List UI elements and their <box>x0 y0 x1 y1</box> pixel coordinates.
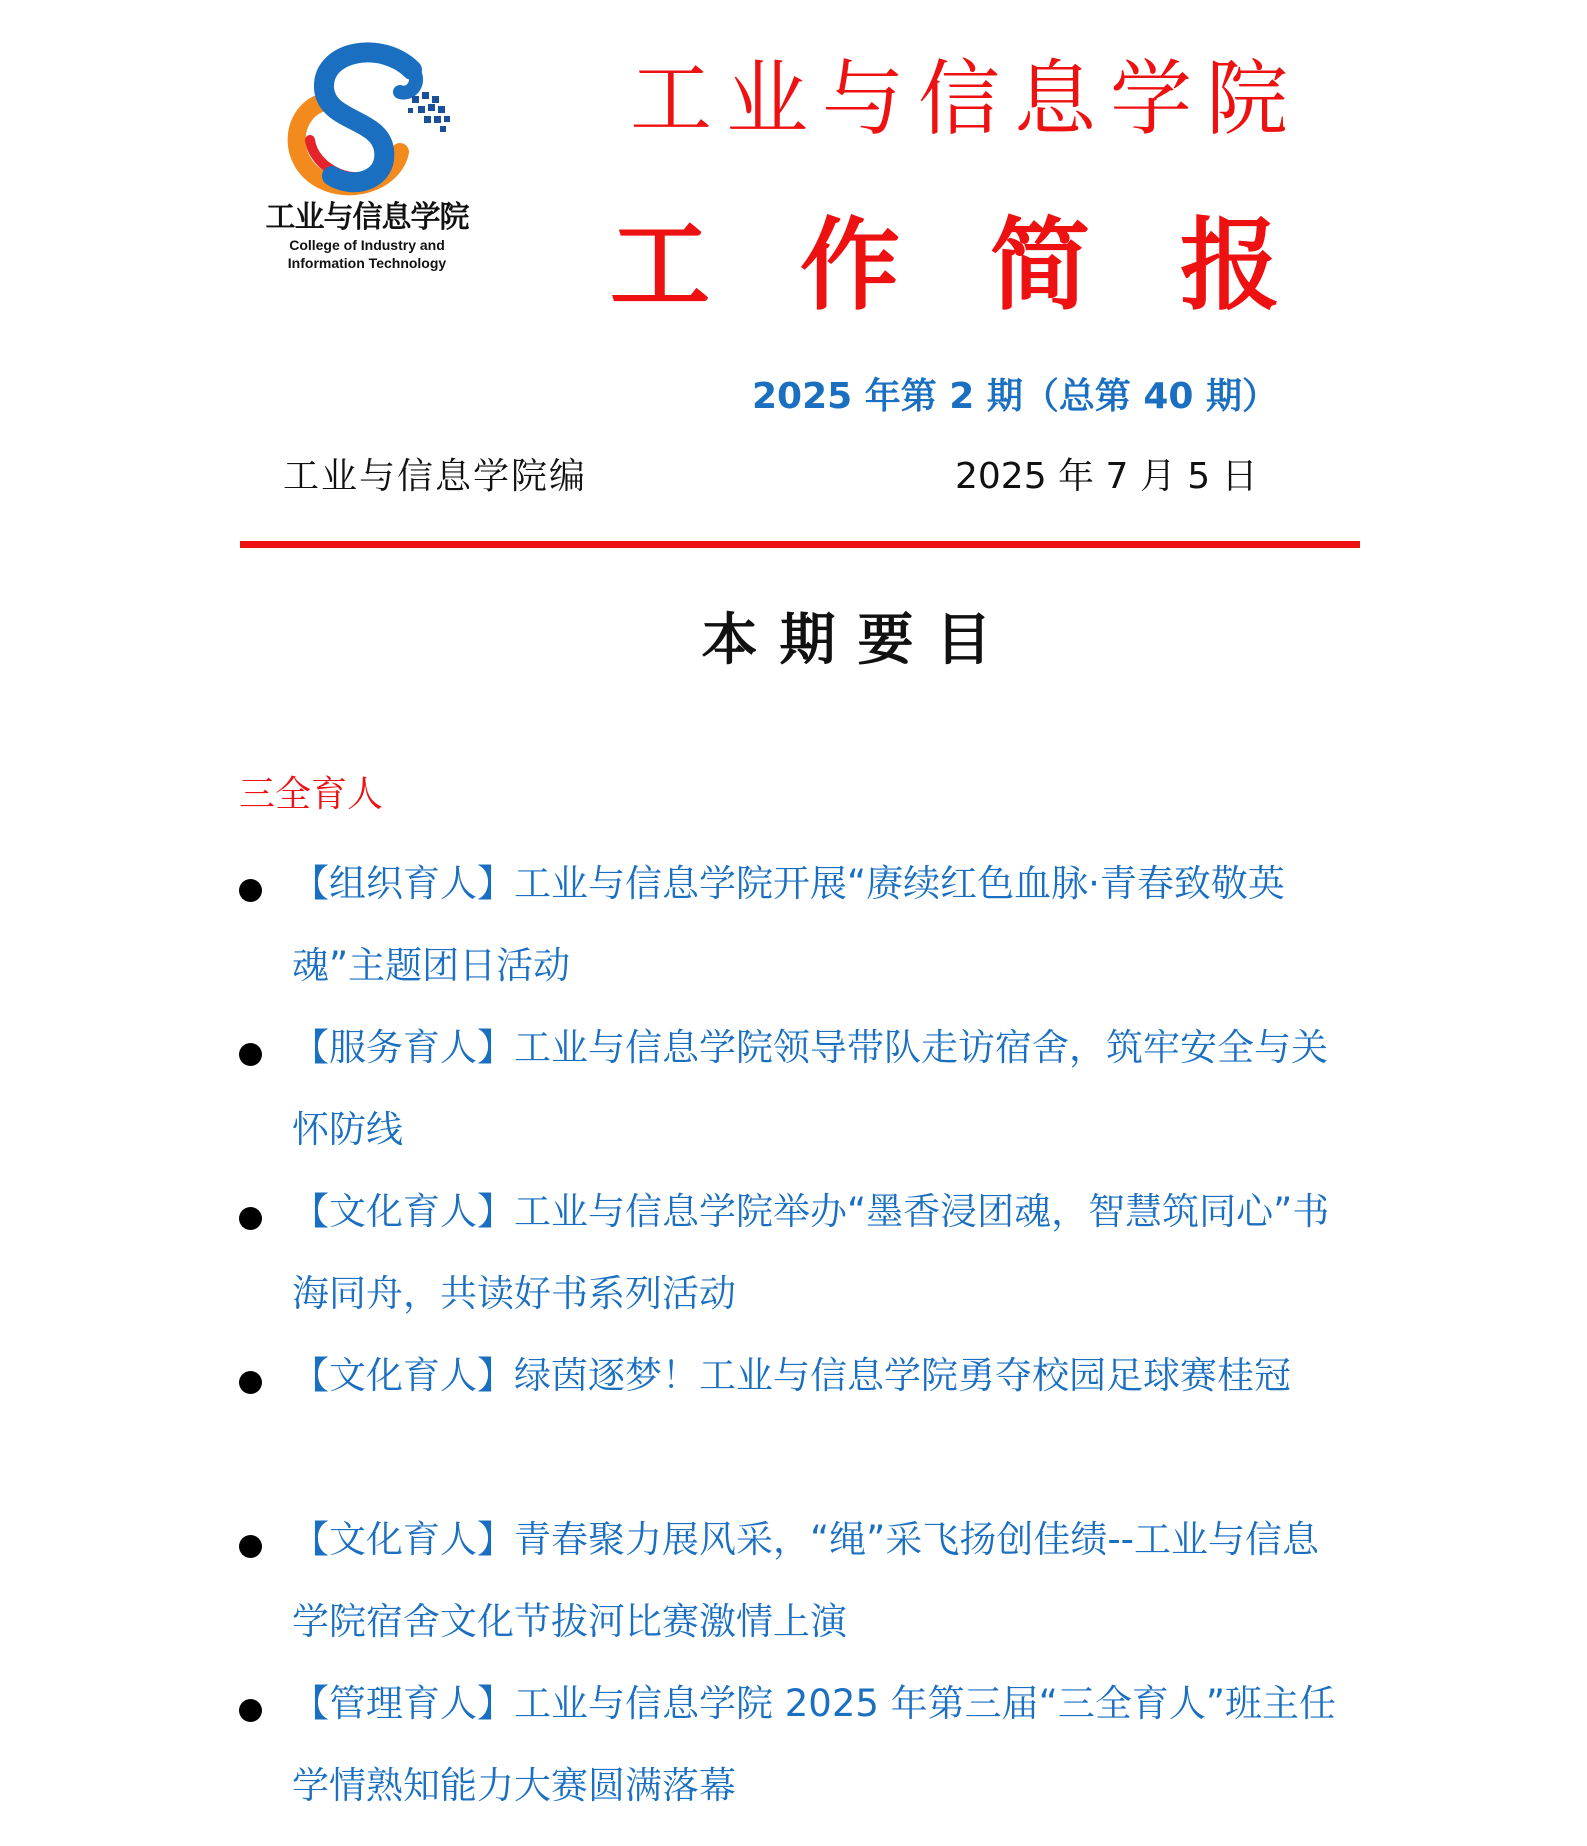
header-divider <box>240 541 1360 548</box>
college-emblem-icon <box>262 40 462 200</box>
bullet-icon <box>239 1043 262 1066</box>
section-title: 三全育人 <box>239 774 384 815</box>
masthead-subtitle: 工作简报 <box>610 206 1370 324</box>
editor-line: 工业与信息学院编 <box>283 456 588 497</box>
logo-college-name-en-line1: College of Industry and <box>289 237 445 253</box>
logo-college-name-en-line2: Information Technology <box>287 255 447 271</box>
bullet-icon <box>239 1699 262 1722</box>
contents-title: 本期要目 <box>701 607 1014 673</box>
list-item-text[interactable]: 【文化育人】工业与信息学院举办“墨香浸团魂，智慧筑同心”书海同舟，共读好书系列活动 <box>292 1190 1330 1315</box>
list-item-text[interactable]: 【服务育人】工业与信息学院领导带队走访宿舍，筑牢安全与关怀防线 <box>292 1026 1328 1151</box>
contents-list <box>0 843 1587 1827</box>
issue-number: 2025 年第 2 期（总第 40 期） <box>752 376 1279 417</box>
logo-college-name-en <box>242 236 492 272</box>
bullet-icon <box>239 1371 262 1394</box>
list-item[interactable] <box>0 843 1587 1007</box>
list-item-text[interactable]: 【组织育人】工业与信息学院开展“赓续红色血脉·青春致敬英魂”主题团日活动 <box>292 862 1285 987</box>
list-item[interactable] <box>0 1007 1587 1171</box>
bullet-icon <box>239 1207 262 1230</box>
college-logo <box>232 40 492 280</box>
list-item[interactable] <box>0 1335 1587 1499</box>
logo-college-name-cn: 工业与信息学院 <box>265 200 469 235</box>
list-item[interactable] <box>0 1171 1587 1335</box>
list-item[interactable] <box>0 1663 1587 1827</box>
bullet-icon <box>239 879 262 902</box>
list-item-text[interactable]: 【管理育人】工业与信息学院 2025 年第三届“三全育人”班主任学情熟知能力大赛圆满落幕 <box>292 1682 1337 1807</box>
list-item-text[interactable]: 【文化育人】青春聚力展风采，“绳”采飞扬创佳绩--工业与信息学院宿舍文化节拔河比赛激情上演 <box>292 1518 1320 1643</box>
bullet-icon <box>239 1535 262 1558</box>
list-item-text[interactable]: 【文化育人】绿茵逐梦！工业与信息学院勇夺校园足球赛桂冠 <box>292 1354 1291 1397</box>
list-item[interactable] <box>0 1499 1587 1663</box>
publish-date: 2025 年 7 月 5 日 <box>955 456 1258 497</box>
masthead-title: 工业与信息学院 <box>630 52 1303 147</box>
